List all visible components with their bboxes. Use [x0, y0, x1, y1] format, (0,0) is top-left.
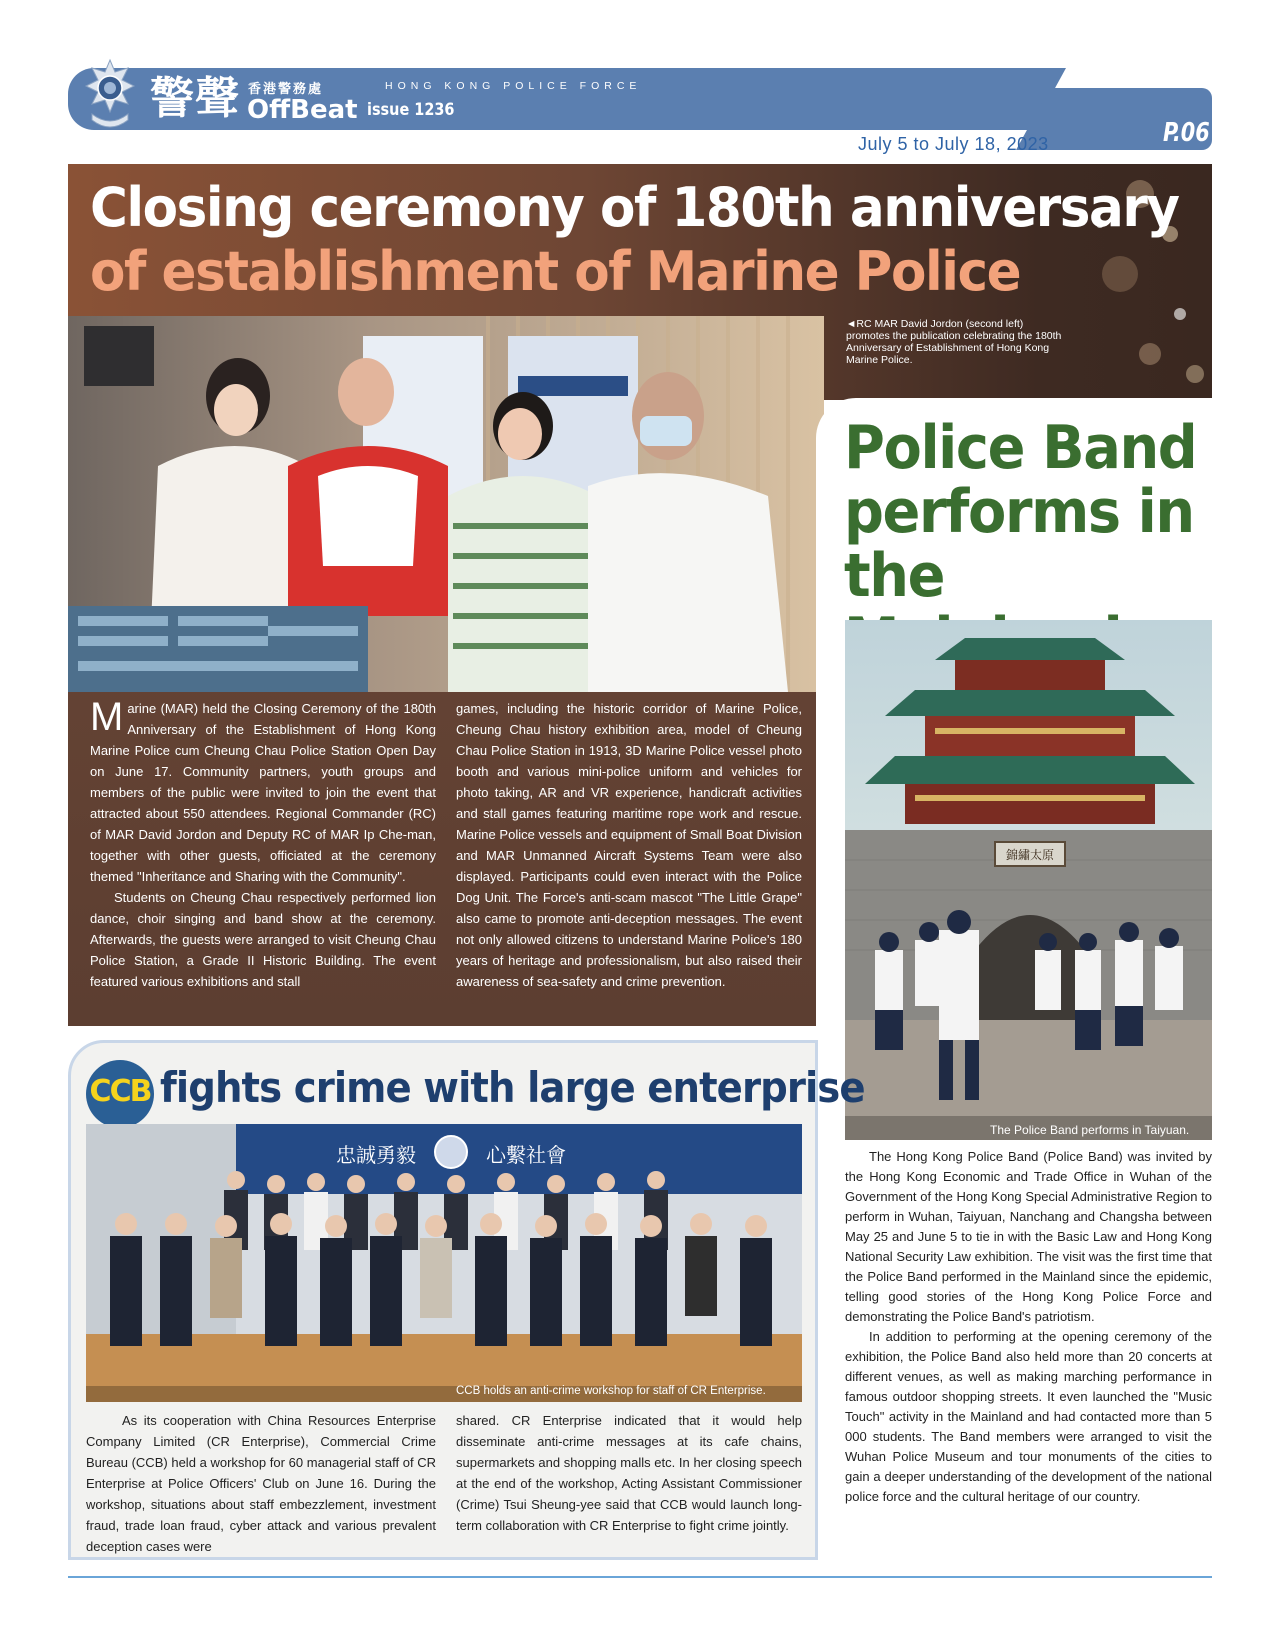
- brand-chinese-subtitle: 香港警務處: [248, 82, 324, 97]
- marine-headline-line1: Closing ceremony of 180th anniversary: [90, 176, 1179, 239]
- brand-chinese: 警聲: [150, 73, 240, 124]
- marine-dropcap: M: [90, 695, 124, 739]
- ccb-para1: As its cooperation with China Resources Enterprise Company Limited (CR Enterprise), Commercial Crime Bureau (CCB) held a workshop for 60 managerial staff of CR Enterprise at Police Officers' Club on June 16. During the workshop, situations about staff embezzlement, investment fraud, trade loan fraud, cyber attack and various prevalent deception cases were: [86, 1413, 436, 1554]
- ccb-badge: [86, 1060, 154, 1128]
- ccb-headline: fights crime with large enterprise: [160, 1063, 865, 1112]
- bottom-rule: [68, 1576, 1212, 1578]
- ccb-banner-right: 心繫社會: [486, 1143, 566, 1167]
- police-emblem-icon: [82, 58, 138, 136]
- ccb-para2: shared. CR Enterprise indicated that it would help disseminate anti-crime messages at its cafe chains, supermarkets and shopping malls etc. In her closing speech at the end of the workshop, Acting Assistant Commissioner (Crime) Tsui Sheung-yee said that CCB would launch long-term collaboration with CR Enterprise to fight crime jointly.: [456, 1413, 802, 1533]
- marine-headline-line2: of establishment of Marine Police: [90, 240, 1021, 303]
- ccb-body-right: [456, 1410, 802, 1536]
- marine-para1: [90, 695, 436, 887]
- band-photo: [845, 620, 1212, 1140]
- band-para2: In addition to performing at the opening ceremony of the exhibition, the Police Band also held more than 20 concerts at different venues, as well as making marching performance in famous outdoor shopping streets. It even launched the "Music Touch" activity in the Mainland and had contacted more than 5 000 students. The Band members were arranged to visit the Wuhan Police Museum and tour monuments of the cities to gain a deeper understanding of the development of the national police force and the cultural heritage of our country.: [845, 1329, 1212, 1504]
- ccb-body-left: [86, 1410, 436, 1557]
- issue-date: July 5 to July 18, 2023: [858, 134, 1049, 154]
- ccb-banner-left: 忠誠勇毅: [336, 1143, 416, 1167]
- force-name: HONG KONG POLICE FORCE: [385, 80, 642, 92]
- band-para1: The Hong Kong Police Band (Police Band) was invited by the Hong Kong Economic and Trade Office in Wuhan of the Government of the Hong Kong Special Administrative Region to perform in Wuhan, Taiyuan, Nanchang and Changsha between May 25 and June 5 to tie in with the Basic Law and Hong Kong National Security Law exhibition. The visit was the first time that the Police Band performed in the Mainland since the epidemic, telling good stories of the Hong Kong Police Force and demonstrating the Police Band's patriotism.: [845, 1149, 1212, 1324]
- ccb-photo-caption: CCB holds an anti-crime workshop for staff of CR Enterprise.: [456, 1385, 766, 1397]
- marine-para3: games, including the historic corridor of Marine Police, Cheung Chau history exhibition area, model of Cheung Chau Police Station in 1913, 3D Marine Police vessel photo booth and various mini-police uniform and vehicles for photo taking, AR and VR experience, handicraft activities and stall games featuring maritime rope work and rescue. Marine Police vessels and equipment of Small Boat Division and MAR Unmanned Aircraft Systems Team were also displayed. Participants could even interact with the Police Dog Unit. The Force's anti-scam mascot "The Little Grape" also came to promote anti-deception messages. The event not only allowed citizens to understand Marine Police's 180 years of heritage and professionalism, but also raised their awareness of sea-safety and crime prevention.: [456, 701, 802, 989]
- marine-para1-text: arine (MAR) held the Closing Ceremony of the 180th Anniversary of the Establishment of Hong Kong Marine Police cum Cheung Chau Police Station Open Day on June 17. Community partners, youth groups and members of the public were invited to join the event that attracted about 550 attendees. Regional Commander (RC) of MAR David Jordon and Deputy RC of MAR Ip Che-man, together with other guests, officiated at the ceremony themed "Inheritance and Sharing with the Community".: [90, 701, 436, 884]
- marine-para2: Students on Cheung Chau respectively performed lion dance, choir singing and band show at the ceremony. Afterwards, the guests were arranged to visit Cheung Chau Police Station, a Grade II Historic Building. The event featured various exhibitions and stall: [90, 890, 436, 989]
- marine-body-right: [456, 698, 802, 992]
- band-photo-caption: The Police Band performs in Taiyuan.: [990, 1123, 1190, 1137]
- band-body: [845, 1147, 1212, 1507]
- marine-body-left: [90, 695, 436, 992]
- issue-number: issue 1236: [367, 100, 455, 120]
- marine-photo: [68, 316, 824, 692]
- brand-english: OffBeat: [247, 95, 358, 125]
- gate-plaque-text: 錦繡太原: [1005, 848, 1055, 862]
- band-headline: Police Band performs in the: [844, 413, 1197, 611]
- page-number: P.06: [1163, 118, 1210, 148]
- ccb-photo: [86, 1124, 802, 1402]
- marine-photo-caption: ◄RC MAR David Jordon (second left) promotes the publication celebrating the 180th Anniversary of Establishment of Hong Kong Marine Police.: [846, 318, 1062, 366]
- ccb-badge-text: CCB: [89, 1074, 151, 1109]
